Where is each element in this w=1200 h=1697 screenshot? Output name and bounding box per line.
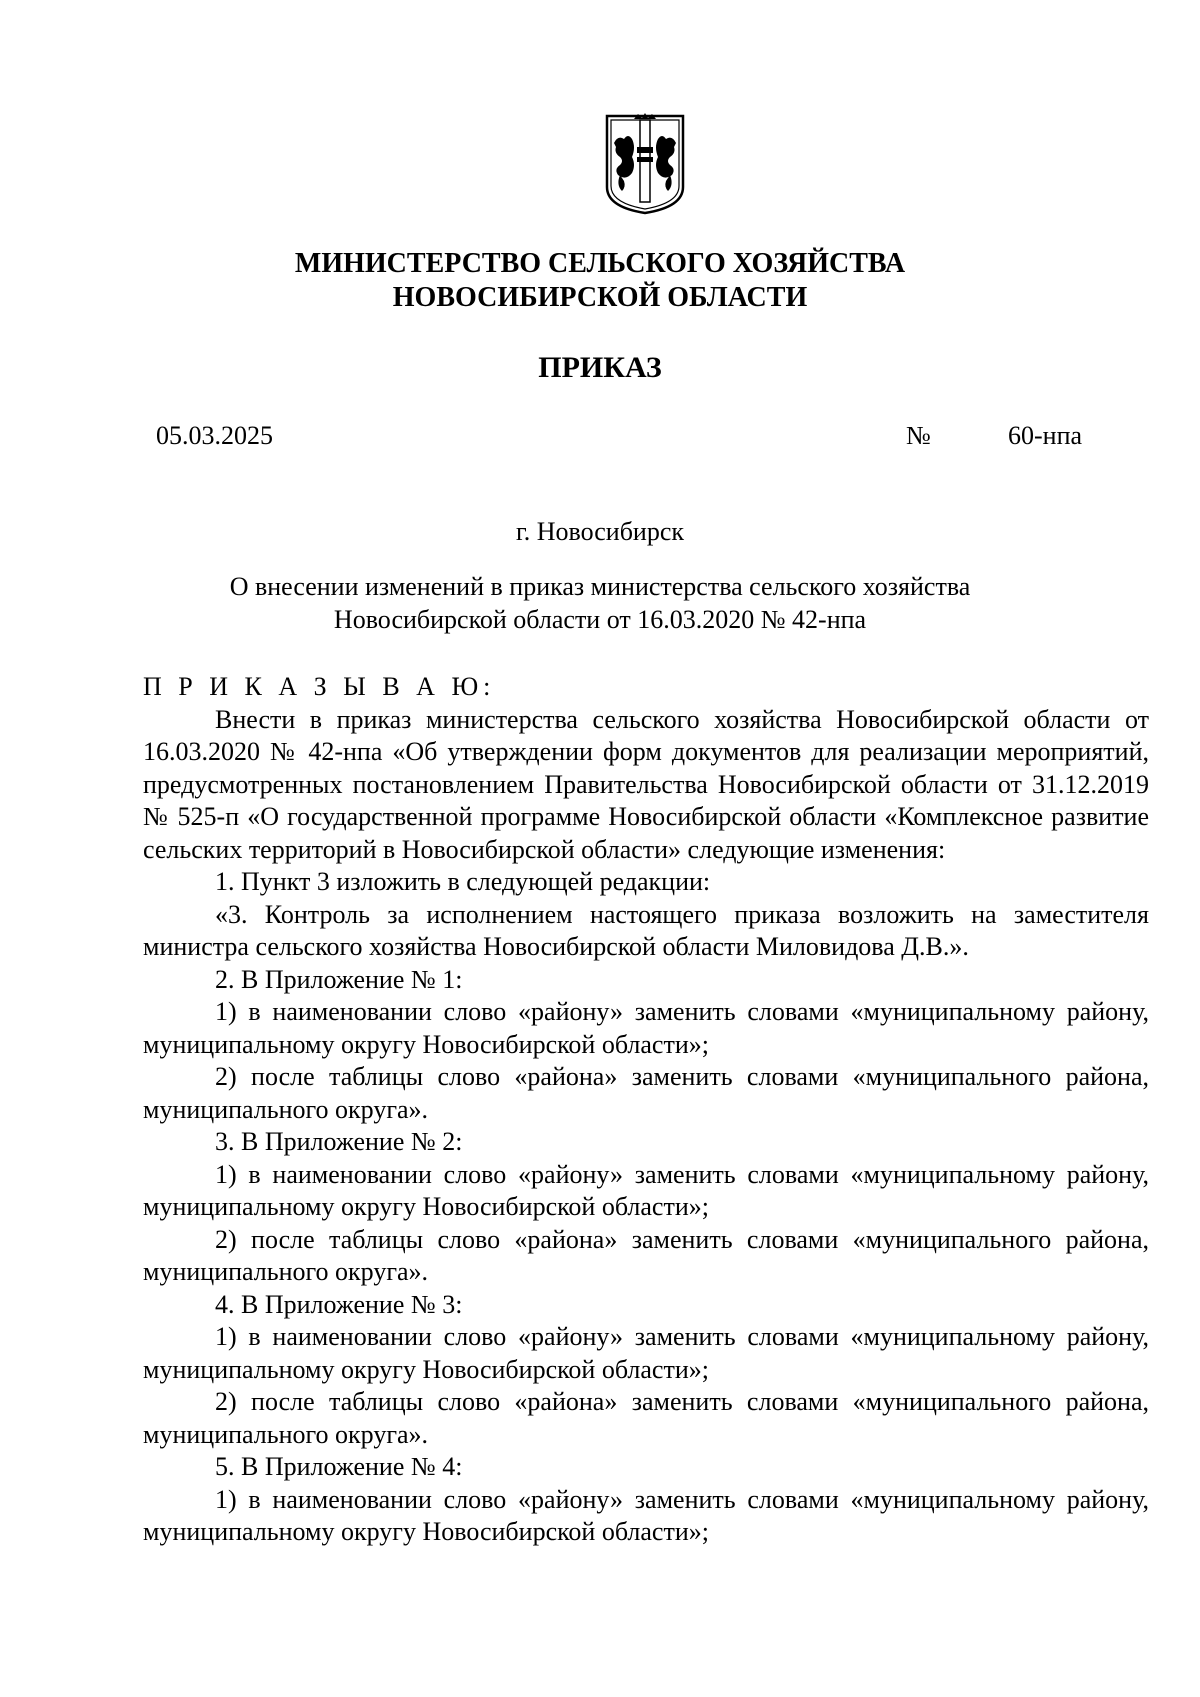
document-body — [143, 671, 1149, 1549]
paragraph-item: 1. Пункт 3 изложить в следующей редакции: — [215, 867, 711, 896]
document-title: ПРИКАЗ — [538, 351, 662, 384]
ministry-name — [0, 247, 1200, 315]
paragraph-item: 1) в наименовании слово «району» заменить словами «муниципальному району, муниципальному округу Новосибирской области»; — [143, 997, 1149, 1059]
subject-line-1: О внесении изменений в приказ министерства сельского хозяйства — [229, 572, 971, 601]
paragraph-item: 1) в наименовании слово «району» заменить словами «муниципальному району, муниципальному округу Новосибирской области»; — [143, 1484, 1149, 1546]
document-subject — [0, 570, 1200, 636]
paragraph-item: 2) после таблицы слово «района» заменить словами «муниципального района, муниципального округа». — [143, 1387, 1149, 1449]
ministry-name-line-1: МИНИСТЕРСТВО СЕЛЬСКОГО ХОЗЯЙСТВА — [294, 248, 906, 279]
coat-of-arms-emblem — [604, 113, 686, 215]
paragraph-item: 4. В Приложение № 3: — [215, 1289, 463, 1319]
paragraph-item: 1) в наименовании слово «району» заменить словами «муниципальному району, муниципальному округу Новосибирской области»; — [143, 1322, 1149, 1384]
paragraph-item: 1) в наименовании слово «району» заменить словами «муниципальному району, муниципальному округу Новосибирской области»; — [143, 1159, 1149, 1221]
intro-paragraph: Внести в приказ министерства сельского хозяйства Новосибирской области от 16.03.2020 № 42-нпа «Об утверждении форм документов для реализации мероприятий, предусмотренных постановлением Правительства Новосибирской области от 31.12.2019 № 525-п «О государственной программе Новосибирской области «Комплексное развитие сельских территорий в Новосибирской области» следующие изменения: — [143, 704, 1149, 864]
subject-line-2: Новосибирской области от 16.03.2020 № 42-нпа — [333, 605, 867, 634]
ministry-name-line-2: НОВОСИБИРСКОЙ ОБЛАСТИ — [392, 282, 808, 313]
paragraph-item: 5. В Приложение № 4: — [215, 1452, 463, 1481]
number-sign: № — [906, 421, 931, 450]
paragraph-item: 2) после таблицы слово «района» заменить словами «муниципального района, муниципального округа». — [143, 1224, 1149, 1286]
city-name: г. Новосибирск — [515, 517, 685, 546]
paragraph-item: 3. В Приложение № 2: — [215, 1127, 463, 1156]
paragraph-item: 2) после таблицы слово «района» заменить словами «муниципального района, муниципального округа». — [143, 1062, 1149, 1124]
orders-heading: П Р И К А З Ы В А Ю: — [143, 672, 496, 701]
document-date: 05.03.2025 — [156, 421, 273, 450]
document-number: 60-нпа — [1008, 421, 1083, 450]
paragraph-item: «3. Контроль за исполнением настоящего приказа возложить на заместителя министра сельского хозяйства Новосибирской области Миловидова Д.В.». — [143, 899, 1149, 961]
paragraph-item: 2. В Приложение № 1: — [215, 964, 463, 994]
